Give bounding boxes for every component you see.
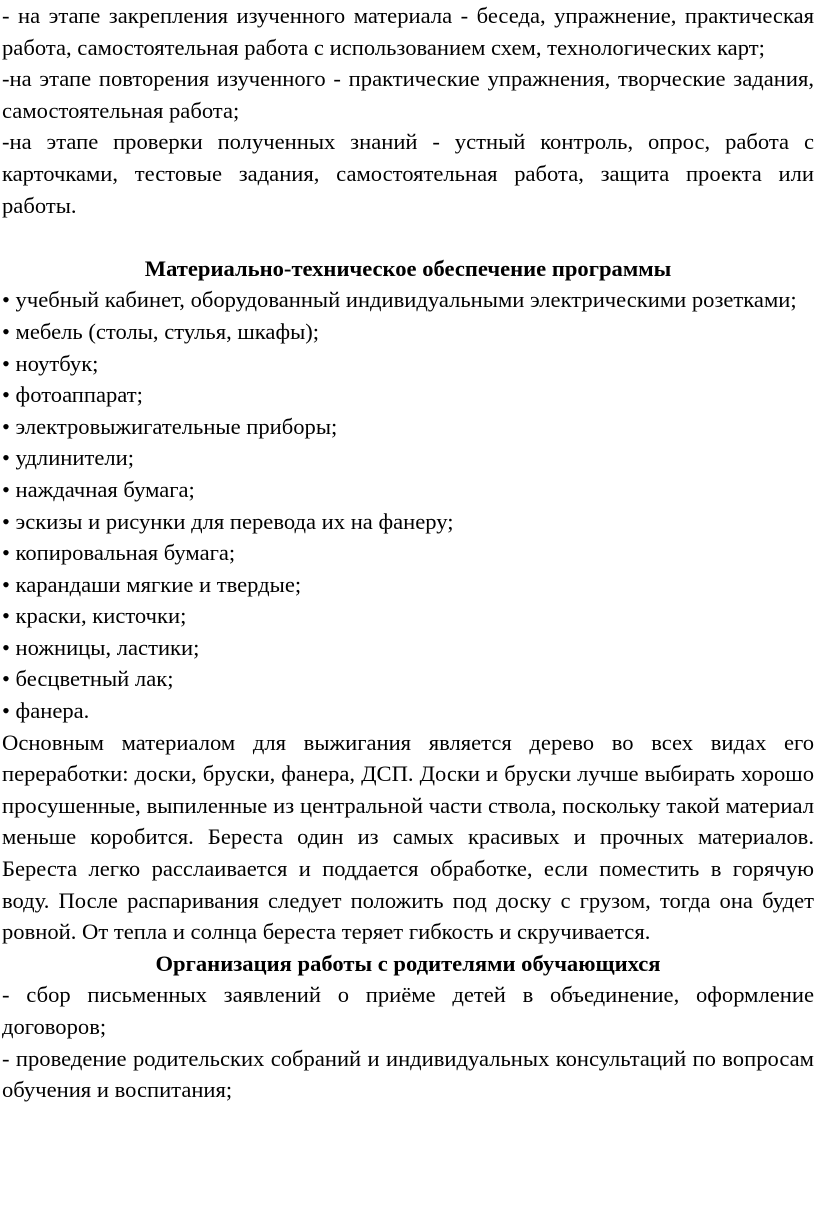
list-item: • ножницы, ластики;: [2, 634, 200, 660]
list-item: • мебель (столы, стулья, шкафы);: [2, 318, 320, 344]
material-list: [2, 284, 814, 726]
list-item: - сбор письменных заявлений о приёме детей в объединение, оформление договоров;: [2, 982, 814, 1039]
stage-consolidation: - на этапе закрепления изученного материала - беседа, упражнение, практическая работа, самостоятельная работа с использованием схем, технологических карт;: [2, 3, 814, 60]
list-item: • электровыжигательные приборы;: [2, 413, 338, 439]
list-item: - проведение родительских собраний и индивидуальных консультаций по вопросам обучения и воспитания;: [2, 1045, 814, 1103]
list-item: • карандаши мягкие и твердые;: [2, 571, 302, 597]
stage-knowledge-check: -на этапе проверки полученных знаний - устный контроль, опрос, работа с карточками, тестовые задания, самостоятельная работа, защита проекта или работы.: [2, 129, 814, 218]
list-item: • копировальная бумага;: [2, 540, 236, 566]
list-item: • наждачная бумага;: [2, 476, 195, 502]
list-item: • ноутбук;: [2, 350, 99, 376]
materials-paragraph: Основным материалом для выжигания является дерево во всех видах его переработки: доски, бруски, фанера, ДСП. Доски и бруски лучше выбирать хорошо просушенные, выпиленные из центральной части ствола, поскольку такой материал меньше коробится. Береста один из самых красивых и прочных материалов. Береста легко расслаивается и поддается обработке, если поместить в горячую воду. После распаривания следует положить под доску с грузом, тогда она будет ровной. От тепла и солнца береста теряет гибкость и скручивается.: [2, 729, 814, 945]
list-item: • учебный кабинет, оборудованный индивидуальными электрическими розетками;: [2, 287, 797, 313]
parents-list: [2, 979, 814, 1105]
list-item: • фотоаппарат;: [2, 382, 143, 408]
spacer: [2, 221, 814, 253]
list-item: • удлинители;: [2, 445, 135, 471]
stage-repetition: -на этапе повторения изученного - практические упражнения, творческие задания, самостоятельная работа;: [2, 66, 814, 123]
list-item: • краски, кисточки;: [2, 603, 187, 629]
list-item: • эскизы и рисунки для перевода их на фанеру;: [2, 508, 454, 534]
parents-section-heading: Организация работы с родителями обучающихся: [155, 950, 661, 976]
list-item: • бесцветный лак;: [2, 666, 174, 692]
material-section-heading: Материально-техническое обеспечение программы: [144, 255, 672, 281]
list-item: • фанера.: [2, 698, 90, 724]
